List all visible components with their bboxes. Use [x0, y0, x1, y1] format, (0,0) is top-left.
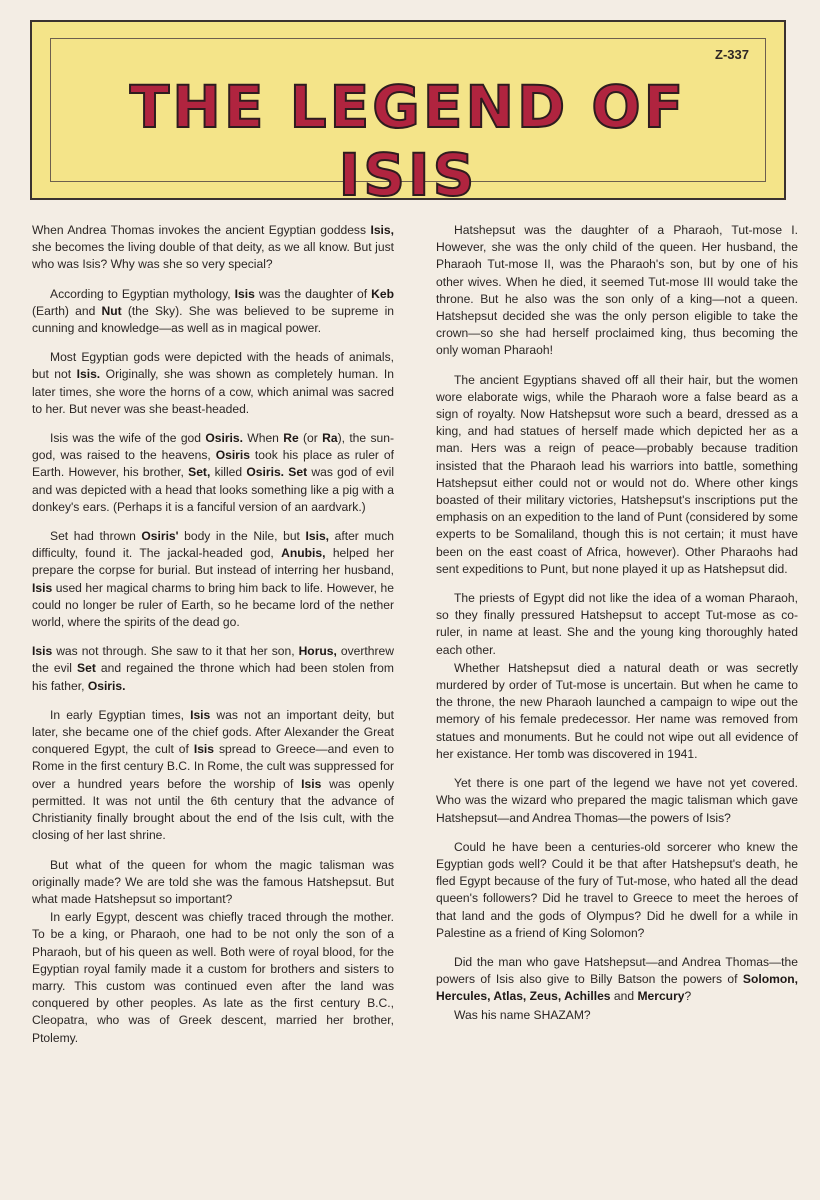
right-text-column [436, 222, 798, 1036]
paragraph: But what of the queen for whom the magic talisman was originally made? We are told she was the famous Hatshepsut. But what made Hatshepsut so important? [32, 857, 394, 906]
paragraph: Did the man who gave Hatshepsut—and Andrea Thomas—the powers of Isis also give to Billy Batson the powers of Solomon, Hercules, Atlas, Zeus, Achilles and Mercury? [436, 954, 798, 1004]
page-title: THE LEGEND OF ISIS [129, 73, 687, 209]
paragraph: When Andrea Thomas invokes the ancient Egyptian goddess Isis, she becomes the living double of that deity, as we all know. But just who was Isis? Why was she so very special? [32, 223, 394, 272]
paragraph: Was his name SHAZAM? [454, 1007, 591, 1022]
paragraph: Yet there is one part of the legend we have not yet covered. Who was the wizard who prepared the magic talisman which gave Hatshepsut—and Andrea Thomas—the powers of Isis? [436, 776, 798, 825]
paragraph: According to Egyptian mythology, Isis was the daughter of Keb (Earth) and Nut (the Sky). She was believed to be supreme in cunning and knowledge—as well as in magical power. [32, 286, 394, 336]
paragraph: Hatshepsut was the daughter of a Pharaoh, Tut-mose I. However, she was the only child of the queen. Her husband, the Pharaoh Tut-mose II, was the Pharaoh's son, but by one of his other wives. When he died, it seemed Tut-mose III would take the throne. But he also was the son only of a king—not a queen. Hatshepsut decided she was the only person eligible to take the crown—so she had herself proclaimed king, thus becoming the only woman Pharaoh! [436, 223, 798, 358]
paragraph: In early Egyptian times, Isis was not an important deity, but later, she became one of the chief gods. After Alexander the Great conquered Egypt, the cult of Isis spread to Greece—and even to Rome in the first century B.C. In Rome, the cult was suppressed for over a hundred years before the worship of Isis was openly permitted. It was not until the 6th century that the advance of Christianity finally brought about the end of the Isis cult, with the closing of her last shrine. [32, 707, 394, 843]
paragraph: Could he have been a centuries-old sorcerer who knew the Egyptian gods well? Could it be that after Hatshepsut's death, he fled Egypt because of the fury of Tut-mose, who hated all the dead queen's followers? Did he travel to Greece to meet the heroes of that land and the gods of Olympus? Did he dwell for a while in Palestine as a friend of King Solomon? [436, 839, 798, 940]
paragraph: The priests of Egypt did not like the idea of a woman Pharaoh, so they finally pressured Hatshepsut to accept Tut-mose as co-ruler, in name at least. She and the young king thoroughly hated each other. [436, 591, 798, 657]
left-text-column [32, 222, 394, 1059]
title-inner-frame [50, 38, 766, 209]
paragraph: Most Egyptian gods were depicted with the heads of animals, but not Isis. Originally, she was shown as completely human. In later times, she wore the horns of a cow, which animal was sacred to her. But never was she beast-headed. [32, 350, 394, 416]
paragraph: Isis was not through. She saw to it that her son, Horus, overthrew the evil Set and regained the throne which had been stolen from his father, Osiris. [32, 644, 394, 693]
title-panel [30, 20, 786, 209]
paragraph: The ancient Egyptians shaved off all their hair, but the women wore elaborate wigs, while the Pharaoh wore a false beard as a sign of royalty. Now Hatshepsut wore such a beard, dressed as a king, and had statues of herself made which depicted her as a man. Hers was a reign of peace—probably because tradition insisted that the Pharaoh lead his warriors into battle, something Hatshepsut either could not or would not do. Where other kings boasted of their military victories, Hatshepsut's inscriptions put the emphasis on an expedition to the land of Punt (considered by some experts to be Somaliland, though this is not certain; it must have been on the east coast of Africa, however). Other Pharaohs had sent expeditions to Punt, but none played it up as Hatshepsut did. [436, 372, 798, 576]
page-code: Z-337 [715, 47, 749, 62]
paragraph: Set had thrown Osiris' body in the Nile, but Isis, after much difficulty, found it. The jackal-headed god, Anubis, helped her prepare the corpse for burial. But instead of interring her husband, Isis used her magical charms to bring him back to life. However, he could no longer be ruler of Earth, so he became lord of the nether world, where the spirits of the dead go. [32, 529, 394, 630]
paragraph: In early Egypt, descent was chiefly traced through the mother. To be a king, or Pharaoh, one had to be not only the son of a Pharaoh, but of his queen as well. Both were of royal blood, for the Egyptian royal family made it a custom for brothers and sisters to marry. This custom was continued even after the land was conquered by other peoples. As late as the first century B.C., Cleopatra, who was of Greek descent, married her brother, Ptolemy. [32, 910, 394, 1045]
paragraph: Whether Hatshepsut died a natural death or was secretly murdered by order of Tut-mose is uncertain. But when he came to the throne, the new Pharaoh launched a campaign to wipe out the memory of his female predecessor. Her name was removed from statues and monuments. But he could not wipe out all evidence of her existance. Her tomb was discovered in 1941. [436, 660, 798, 761]
paragraph: Isis was the wife of the god Osiris. When Re (or Ra), the sun-god, was raised to the heavens, Osiris took his place as ruler of Earth. However, his brother, Set, killed Osiris. Set was god of evil and was depicted with a head that looks something like a pig with a donkey's ears. (Perhaps it is a fanciful version of an aardvark.) [32, 431, 395, 514]
